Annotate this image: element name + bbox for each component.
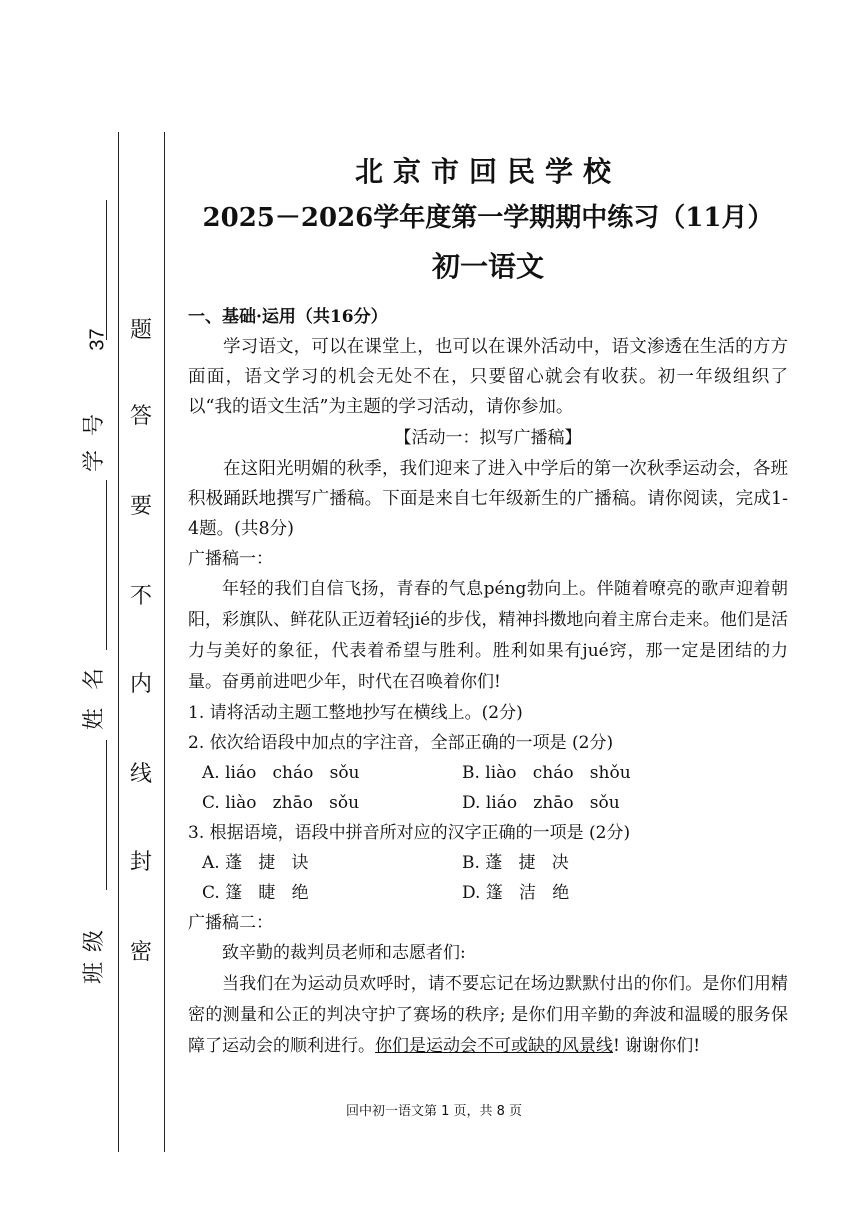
activity-title: 【活动一：拟写广播稿】 bbox=[394, 428, 582, 448]
student-no-label-1: 号 bbox=[82, 414, 107, 437]
name-label-2: 姓 bbox=[82, 708, 107, 731]
seal-char-1: 题 bbox=[129, 318, 152, 343]
seal-char-7: 封 bbox=[129, 850, 152, 875]
binding-line-left bbox=[118, 132, 119, 1152]
draft2-greeting: 致辛勤的裁判员老师和志愿者们: bbox=[222, 943, 466, 963]
draft2-text-before: 当我们在为运动员欢呼时，请不要忘记在场边默默付出的你们。是你们用精密的测量和公正的判决守护了赛场的秩序; 是你们用辛勤的奔波和温暖的服务保障了运动会的顺利进行。 bbox=[188, 974, 788, 1056]
question-2-options bbox=[188, 758, 788, 818]
q2-option-b[interactable]: B. liào cháo shǒu bbox=[462, 763, 631, 783]
student-no-value: 37 bbox=[86, 328, 109, 351]
q2-option-d[interactable]: D. liáo zhāo sǒu bbox=[462, 793, 620, 813]
section-intro: 学习语文，可以在课堂上，也可以在课外活动中，语文渗透在生活的方方面面，语文学习的机会无处不在，只要留心就会有收获。初一年级组织了以“我的语文生活”为主题的学习活动，请你参加。 bbox=[188, 337, 788, 417]
binding-margin bbox=[0, 0, 170, 1228]
class-label-2: 班 bbox=[82, 962, 107, 985]
seal-char-8: 密 bbox=[129, 940, 152, 965]
q2-option-a[interactable]: A. liáo cháo sǒu bbox=[202, 763, 360, 783]
school-name: 北京市回民学校 bbox=[354, 155, 621, 188]
question-3: 3. 根据语境，语段中拼音所对应的汉字正确的一项是 (2分) bbox=[188, 823, 631, 843]
page-footer: 回中初一语文第 1 页，共 8 页 bbox=[345, 1104, 523, 1119]
seal-char-6: 线 bbox=[129, 762, 152, 787]
draft2-underlined-sentence: 你们是运动会不可或缺的风景线 bbox=[375, 1036, 613, 1056]
student-no-label-2: 学 bbox=[82, 450, 107, 473]
name-label-1: 名 bbox=[82, 668, 107, 691]
student-no-line-2[interactable] bbox=[106, 480, 107, 650]
q3-option-b[interactable]: B. 蓬 捷 决 bbox=[462, 853, 569, 873]
activity-intro: 在这阳光明媚的秋季，我们迎来了进入中学后的第一次秋季运动会，各班积极踊跃地撰写广播稿。下面是来自七年级新生的广播稿。请你阅读，完成1-4题。(共8分) bbox=[188, 459, 788, 539]
question-1: 1. 请将活动主题工整地抄写在横线上。(2分) bbox=[188, 703, 523, 723]
section-title: 一、基础·运用（共16分） bbox=[188, 307, 388, 327]
class-label-1: 级 bbox=[82, 930, 107, 953]
draft1-label: 广播稿一： bbox=[188, 549, 273, 569]
draft1-text: 年轻的我们自信飞扬，青春的气息péng勃向上。伴随着嘹亮的歌声迎着朝阳，彩旗队、鲜花队正迈着轻jié的步伐，精神抖擞地向着主席台走来。他们是活力与美好的象征，代表着希望与胜利。胜利如果有jué窍，那一定是团结的力量。奋勇前进吧少年，时代在召唤着你们! bbox=[188, 579, 788, 692]
seal-char-5: 内 bbox=[129, 672, 152, 697]
seal-char-4: 不 bbox=[129, 584, 152, 609]
exam-content bbox=[188, 150, 788, 1062]
seal-char-3: 要 bbox=[129, 494, 152, 519]
question-2: 2. 依次给语段中加点的字注音，全部正确的一项是 (2分) bbox=[188, 733, 614, 753]
draft2-text bbox=[188, 969, 788, 1062]
q3-option-c[interactable]: C. 篷 睫 绝 bbox=[202, 883, 309, 903]
draft2-label: 广播稿二： bbox=[188, 913, 273, 933]
q2-option-c[interactable]: C. liào zhāo sǒu bbox=[202, 793, 360, 813]
question-3-options bbox=[188, 848, 788, 908]
name-line[interactable] bbox=[106, 740, 107, 890]
q3-option-a[interactable]: A. 蓬 捷 诀 bbox=[202, 853, 309, 873]
binding-line-right bbox=[164, 132, 165, 1152]
q3-option-d[interactable]: D. 篷 洁 绝 bbox=[462, 883, 570, 903]
seal-char-2: 答 bbox=[129, 404, 152, 429]
draft2-text-after: ! 谢谢你们! bbox=[613, 1036, 701, 1056]
subject-title: 初一语文 bbox=[431, 250, 544, 283]
exam-term-title: 2025－2026学年度第一学期期中练习（11月） bbox=[202, 203, 774, 233]
